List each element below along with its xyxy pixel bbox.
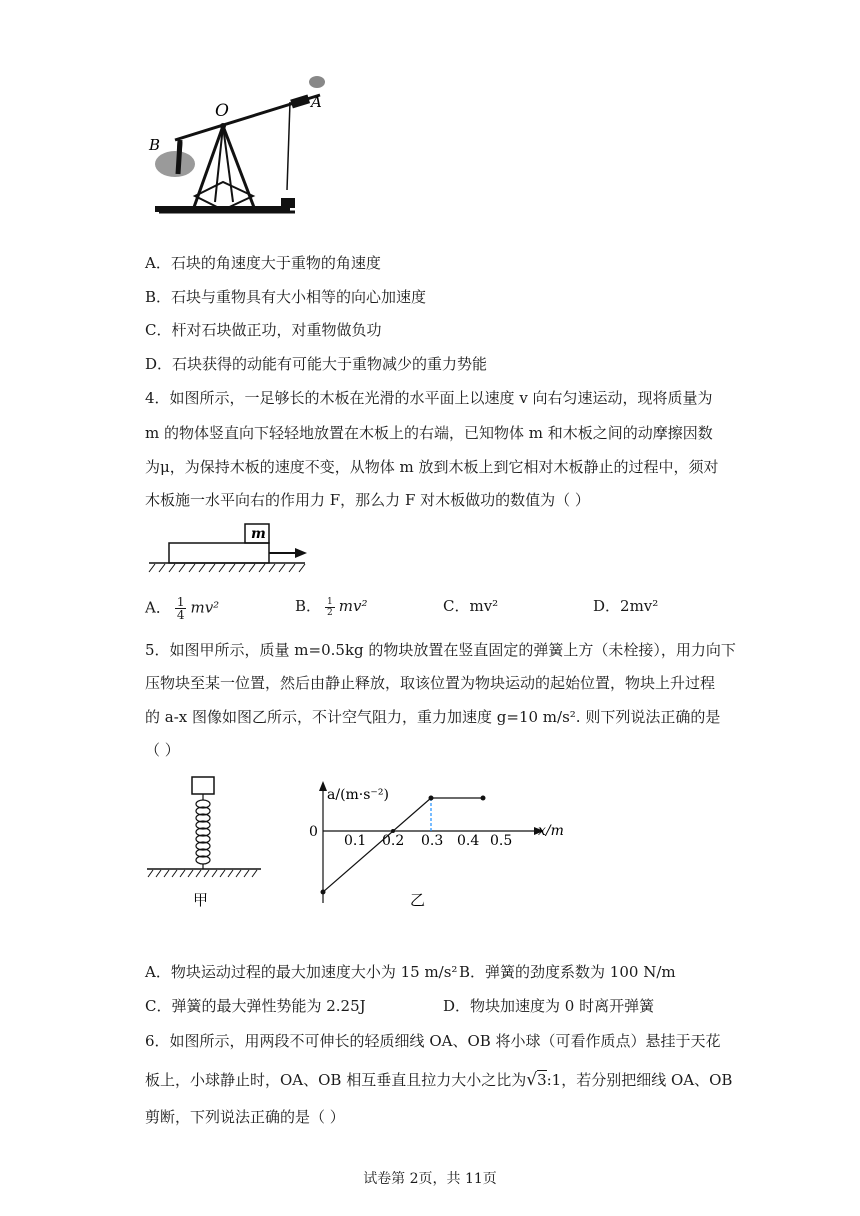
fraction-b: $\frac{1}{2}$ — [327, 596, 333, 618]
x-tick-0.1: 0.1 — [344, 833, 367, 849]
sqrt-radicand: 3 — [537, 1071, 547, 1089]
figure-jia-label: 甲 — [193, 891, 209, 909]
catapult-figure — [145, 70, 345, 225]
q5-line-1: 5．如图甲所示，质量 m=0.5kg 的物块放置在竖直固定的弹簧上方（未栓接），用力向下 — [145, 641, 736, 659]
sqrt-symbol: √ — [526, 1070, 538, 1090]
q5-line-2: 压物块至某一位置，然后由静止释放，取该位置为物块运动的起始位置，物块上升过程 — [145, 674, 716, 692]
q6-line-2: 板上，小球静止时，OA、OB 相互垂直且拉力大小之比为√3:1，若分别把细线 OA、OB — [145, 1070, 733, 1090]
figure-yi-label: 乙 — [410, 891, 426, 909]
x-tick-0.4: 0.4 — [457, 833, 480, 849]
q4-option-a: A． $\frac{1}{4}$ mv² — [145, 595, 220, 622]
a-x-graph — [300, 775, 580, 915]
block-label-m: m — [251, 526, 266, 542]
q5-option-c: C．弹簧的最大弹性势能为 2.25J — [145, 997, 366, 1015]
q6-line-3: 剪断，下列说法正确的是（ ） — [145, 1108, 345, 1126]
label-O: O — [215, 101, 229, 121]
q4-line-3: 为μ，为保持木板的速度不变，从物体 m 放到木板上到它相对木板静止的过程中，须对 — [145, 458, 719, 476]
spring-figure — [145, 772, 265, 912]
q4-line-2: m 的物体竖直向下轻轻地放置在木板上的右端，已知物体 m 和木板之间的动摩擦因数 — [145, 424, 713, 442]
origin-label: 0 — [309, 824, 318, 840]
q4-line-4: 木板施一水平向右的作用力 F，那么力 F 对木板做功的数值为（ ） — [145, 491, 590, 509]
page-footer: 试卷第 2页，共 11页 — [363, 1171, 497, 1187]
q5-line-4: （ ） — [145, 741, 180, 759]
q5-option-d: D．物块加速度为 0 时离开弹簧 — [443, 997, 655, 1015]
x-axis-label: x/m — [538, 823, 564, 839]
q5-option-a: A．物块运动过程的最大加速度大小为 15 m/s² — [145, 963, 458, 981]
q3-option-a: A．石块的角速度大于重物的角速度 — [145, 254, 381, 272]
x-tick-0.5: 0.5 — [490, 833, 513, 849]
q6-line-1: 6．如图所示，用两段不可伸长的轻质细线 OA、OB 将小球（可看作质点）悬挂于天花 — [145, 1032, 721, 1050]
board-figure — [145, 520, 315, 575]
q5-option-b: B．弹簧的劲度系数为 100 N/m — [459, 963, 676, 981]
fraction-a: $\frac{1}{4}$ — [176, 595, 185, 622]
q5-line-3: 的 a-x 图像如图乙所示，不计空气阻力，重力加速度 g=10 m/s². 则下列说法正确的是 — [145, 708, 721, 726]
q4-option-d: D．2mv² — [593, 597, 659, 615]
q3-option-b: B．石块与重物具有大小相等的向心加速度 — [145, 288, 427, 306]
q3-option-c: C．杆对石块做正功，对重物做负功 — [145, 321, 382, 339]
q3-option-d: D．石块获得的动能有可能大于重物减少的重力势能 — [145, 355, 488, 373]
label-A: A — [311, 93, 322, 111]
x-tick-0.2: 0.2 — [382, 833, 405, 849]
x-tick-0.3: 0.3 — [421, 833, 444, 849]
label-B: B — [149, 136, 161, 154]
q4-option-c: C．mv² — [443, 597, 499, 615]
y-axis-label: a/(m·s⁻²) — [327, 787, 389, 803]
q4-option-b: B． $\frac{1}{2}$ mv² — [295, 596, 368, 618]
q4-line-1: 4．如图所示，一足够长的木板在光滑的水平面上以速度 v 向右匀速运动，现将质量为 — [145, 389, 713, 407]
